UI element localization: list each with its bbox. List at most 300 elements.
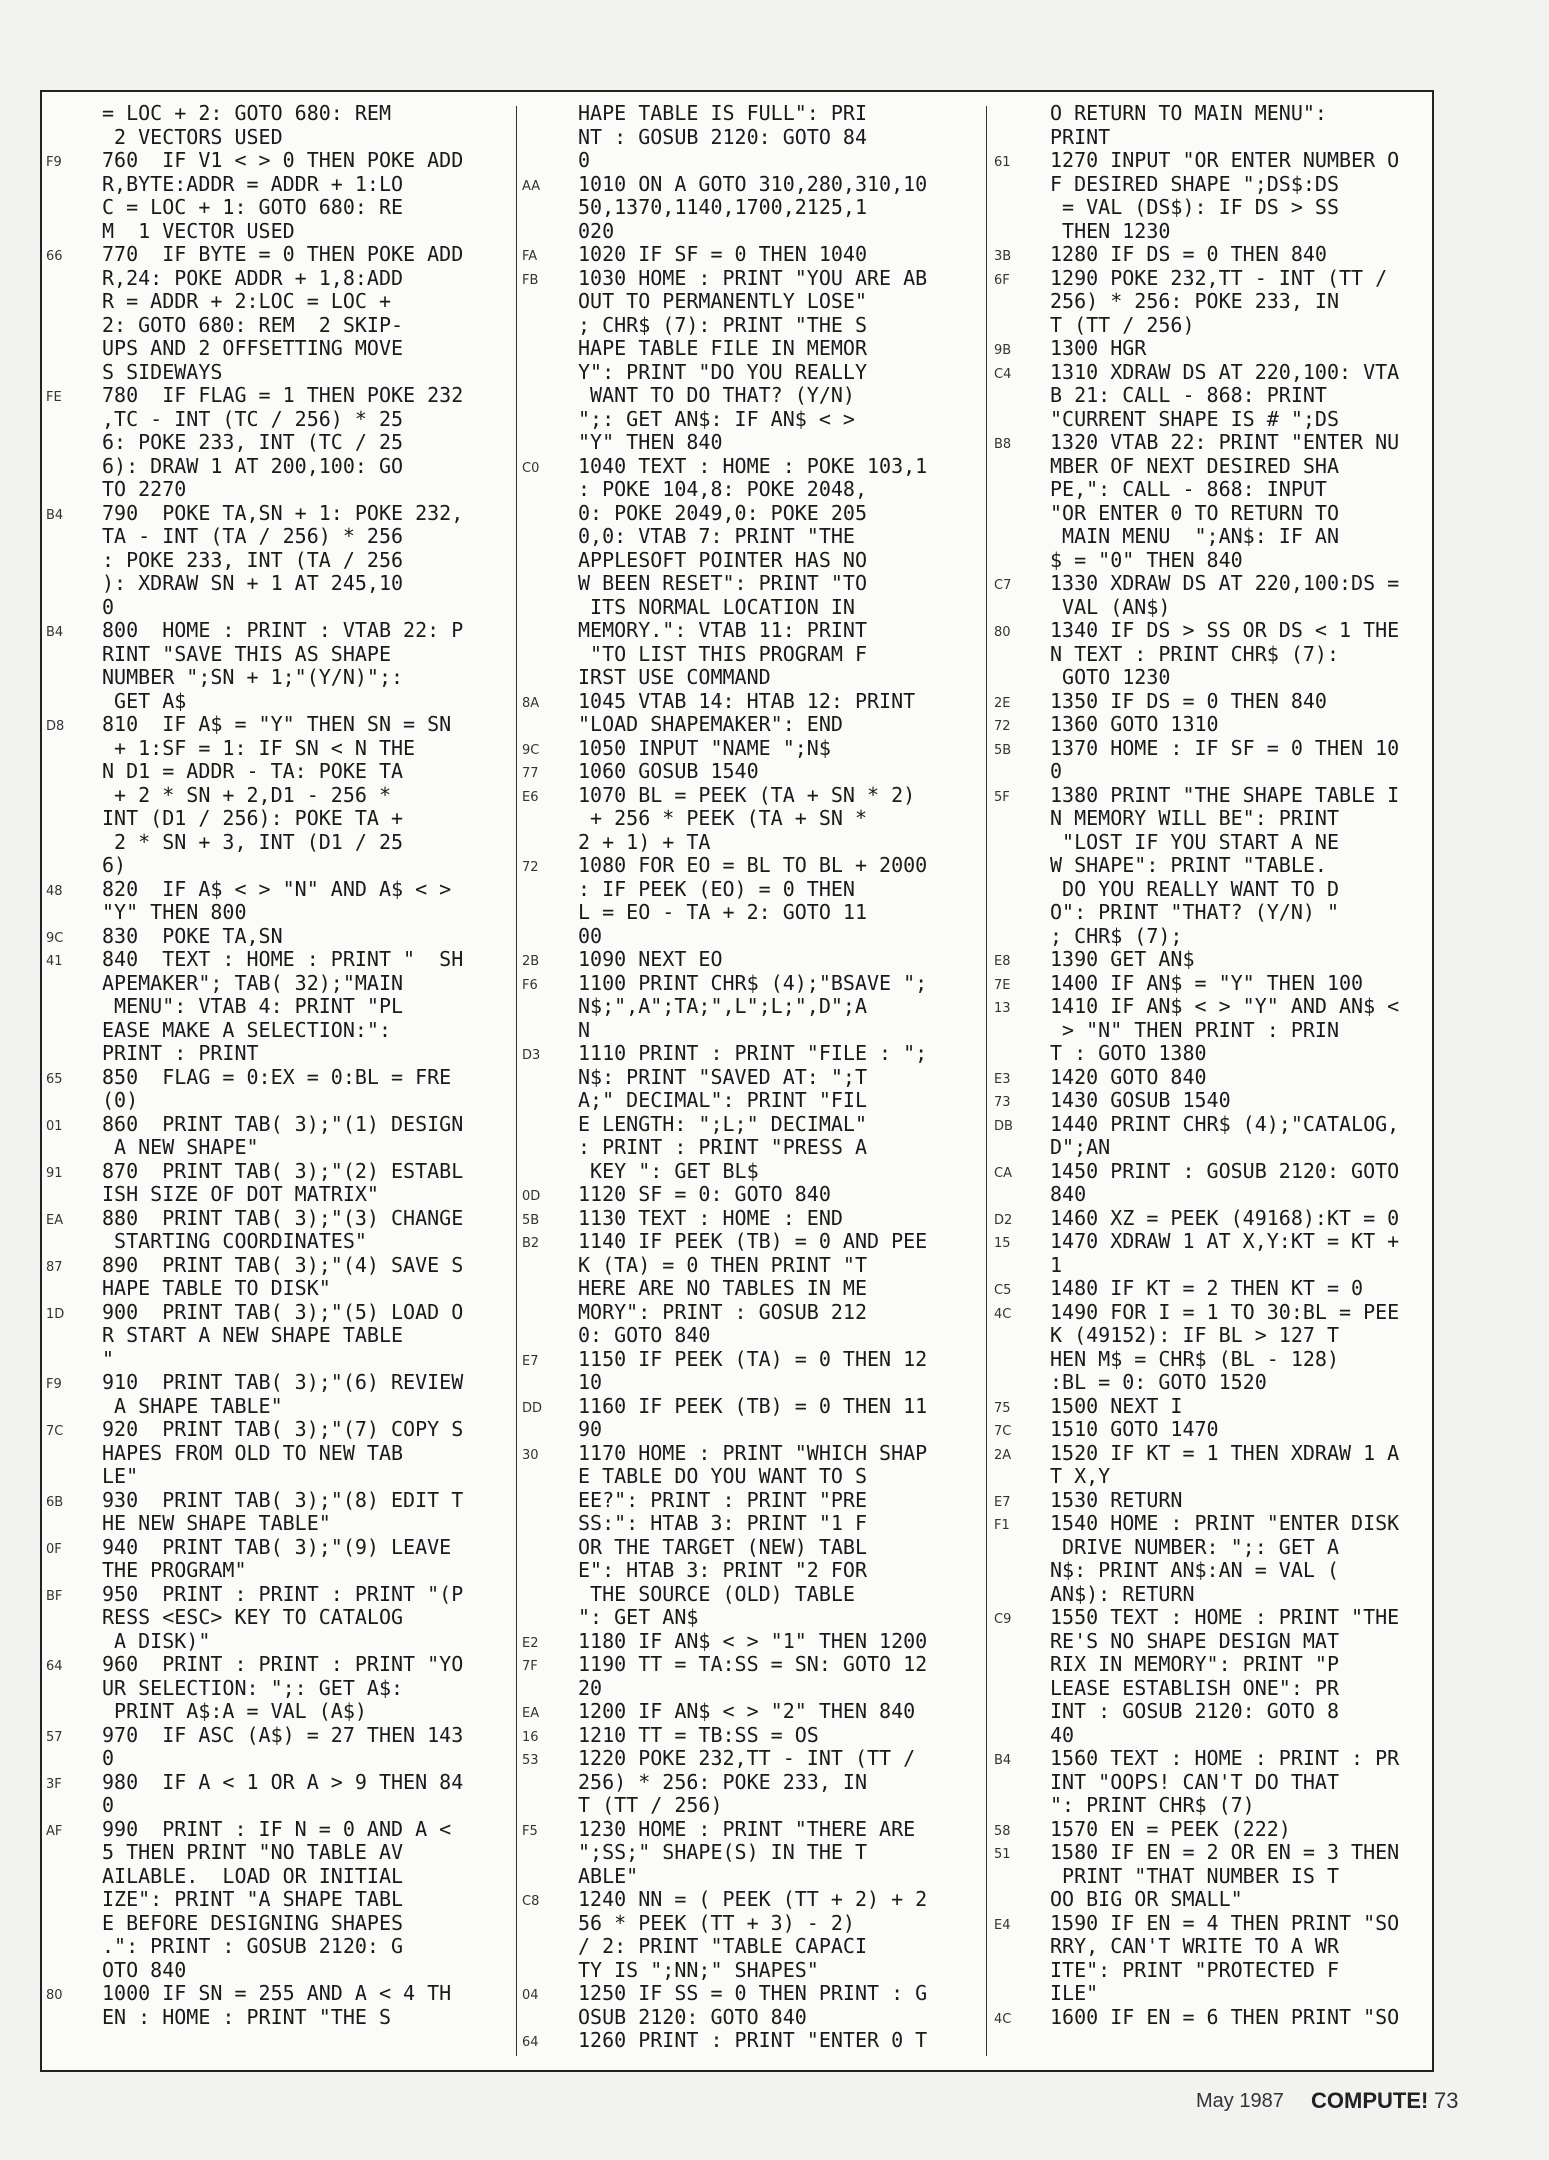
code-line [42,1794,512,1818]
code-text: 1460 XZ = PEEK (49168):KT = 0 [1050,1205,1400,1230]
code-text: 1100 PRINT CHR$ (4);"BSAVE "; [578,970,928,995]
code-line [518,1418,984,1442]
code-text: 1410 IF AN$ < > "Y" AND AN$ < [1050,994,1400,1018]
code-line [42,878,512,902]
code-line [518,455,984,479]
code-text: 40 [1050,1722,1075,1747]
code-text: 1450 PRINT : GOSUB 2120: GOTO [1050,1158,1400,1183]
code-line [42,549,512,573]
checksum: AA [522,178,541,194]
code-line [518,1559,984,1583]
code-line [518,2029,984,2053]
program-listing [40,90,1434,2072]
code-line [42,290,512,314]
code-text: 960 PRINT : PRINT : PRINT "YO [102,1652,464,1676]
code-text: PRINT : PRINT [102,1041,259,1065]
checksum: 8A [522,695,540,711]
code-line [518,173,984,197]
code-text: T (TT / 256) [578,1793,723,1817]
code-line [990,196,1434,220]
code-text: APEMAKER"; TAB( 32);"MAIN [102,970,404,995]
code-text: 1120 SF = 0: GOTO 840 [578,1182,831,1206]
checksum: C9 [994,1612,1012,1627]
code-line [42,502,512,526]
code-text: RE'S NO SHAPE DESIGN MAT [1050,1628,1339,1653]
code-text: $ = "0" THEN 840 [1050,547,1243,572]
code-line [42,102,512,126]
code-text: HAPE TABLE IS FULL": PRI [578,102,867,125]
code-line [42,1254,512,1278]
checksum: C0 [522,460,540,476]
code-line [42,1771,512,1795]
code-text: EASE MAKE A SELECTION:": [102,1017,391,1042]
checksum: E3 [994,1071,1011,1087]
code-text: OUT TO PERMANENTLY LOSE" [578,289,867,313]
checksum: 30 [522,1447,539,1463]
code-text: 1090 NEXT EO [578,947,723,971]
code-line [42,1747,512,1771]
code-text: 1470 XDRAW 1 AT X,Y:KT = KT + [1050,1229,1400,1253]
code-line [42,690,512,714]
checksum: E6 [522,789,539,805]
code-text: ITE": PRINT "PROTECTED F [1050,1957,1339,1982]
code-text: OTO 840 [102,1957,187,1982]
checksum: 4C [994,1306,1012,1322]
checksum: 57 [46,1729,63,1745]
code-line [518,290,984,314]
code-line [518,478,984,502]
code-text: 1340 IF DS > SS OR DS < 1 THE [1050,618,1400,642]
code-text: 1040 TEXT : HOME : POKE 103,1 [578,453,928,478]
code-line [42,1301,512,1325]
code-line [990,1465,1434,1489]
code-text: 870 PRINT TAB( 3);"(2) ESTABL [102,1158,464,1183]
code-line [42,1888,512,1912]
code-text: 1160 IF PEEK (TB) = 0 THEN 11 [578,1393,928,1418]
code-line [42,1442,512,1466]
code-line [990,1230,1434,1254]
code-text: GET A$ [102,688,187,713]
code-text: 1510 GOTO 1470 [1050,1417,1219,1441]
checksum: C4 [994,366,1012,382]
code-text: 1180 IF AN$ < > "1" THEN 1200 [578,1628,928,1653]
code-text: 0 [578,148,591,172]
code-line [42,831,512,855]
code-text: ITS NORMAL LOCATION IN [578,594,855,619]
code-line [518,1160,984,1184]
code-line [990,1818,1434,1842]
checksum: DD [522,1400,543,1416]
code-line [42,1912,512,1936]
code-text: ";SS;" SHAPE(S) IN THE T [578,1840,867,1864]
code-text: W BEEN RESET": PRINT "TO [578,571,867,595]
code-line [990,408,1434,432]
code-text: 0 [102,1793,115,1817]
checksum: F6 [522,977,538,993]
checksum: 04 [522,1988,539,2003]
checksum: 73 [994,1095,1011,1110]
code-line [518,1207,984,1231]
code-line [990,760,1434,784]
code-line [518,1042,984,1066]
code-text: 50,1370,1140,1700,2125,1 [578,195,867,219]
code-text: B 21: CALL - 868: PRINT [1050,383,1327,407]
checksum: F5 [522,1823,538,1839]
code-text: RESS <ESC> KEY TO CATALOG [102,1605,404,1629]
code-line [42,854,512,878]
code-text: T : GOTO 1380 [1050,1041,1207,1065]
code-text: 820 IF A$ < > "N" AND A$ < > [102,876,452,901]
code-line [518,807,984,831]
code-text: 980 IF A < 1 OR A > 9 THEN 84 [102,1769,464,1794]
checksum: 61 [994,155,1011,170]
code-line [518,1841,984,1865]
checksum: F9 [46,1377,62,1392]
code-text: AILABLE. LOAD OR INITIAL [102,1863,404,1888]
code-text: 1360 GOTO 1310 [1050,712,1219,736]
code-line [990,737,1434,761]
code-line [518,854,984,878]
code-text: NT : GOSUB 2120: GOTO 84 [578,124,867,149]
code-line [518,713,984,737]
code-line [990,1771,1434,1795]
checksum: CA [994,1165,1012,1181]
code-text: A NEW SHAPE" [102,1135,259,1159]
code-line [518,1230,984,1254]
code-text: KEY ": GET BL$ [578,1158,759,1183]
code-line [518,126,984,150]
code-text: 940 PRINT TAB( 3);"(9) LEAVE [102,1534,452,1559]
code-text: 1270 INPUT "OR ENTER NUMBER O [1050,148,1400,172]
code-text: 6: POKE 233, INT (TC / 25 [102,430,404,454]
code-text: 900 PRINT TAB( 3);"(5) LOAD O [102,1299,464,1324]
code-text: UR SELECTION: ";: GET A$: [102,1675,404,1700]
code-line [990,1583,1434,1607]
code-line [990,1183,1434,1207]
code-line [518,149,984,173]
code-line [42,925,512,949]
code-line [990,1042,1434,1066]
code-line [990,1724,1434,1748]
checksum: EA [46,1212,64,1228]
code-text: : POKE 233, INT (TA / 256 [102,547,404,572]
code-text: 990 PRINT : IF N = 0 AND A < [102,1816,452,1841]
checksum: FA [522,249,538,264]
code-text: 2 VECTORS USED [102,124,283,149]
code-text: HAPES FROM OLD TO NEW TAB [102,1440,404,1465]
code-text: 1170 HOME : PRINT "WHICH SHAP [578,1440,928,1465]
checksum: B4 [46,625,64,640]
code-line [990,337,1434,361]
code-line [42,1089,512,1113]
code-line [518,1512,984,1536]
code-line [518,243,984,267]
code-line [990,1301,1434,1325]
code-text: M 1 VECTOR USED [102,218,295,243]
code-line [42,1935,512,1959]
code-text: (0) [102,1088,139,1112]
checksum: 80 [46,1988,63,2003]
code-text: 6) [102,853,127,877]
code-text: TO 2270 [102,477,187,501]
code-line [42,1066,512,1090]
checksum: 7E [994,977,1011,993]
checksum: 9C [522,742,540,758]
checksum: 2A [994,1447,1012,1463]
code-text: 850 FLAG = 0:EX = 0:BL = FRE [102,1064,452,1089]
code-text: 1390 GET AN$ [1050,947,1195,971]
code-line [990,1418,1434,1442]
code-line [518,102,984,126]
code-text: 1420 GOTO 840 [1050,1064,1207,1089]
checksum: 87 [46,1259,63,1275]
code-line [518,1865,984,1889]
code-text: ): XDRAW SN + 1 AT 245,10 [102,571,404,595]
code-text: 1400 IF AN$ = "Y" THEN 100 [1050,970,1364,995]
listing-column-2 [518,102,984,2057]
code-text: 810 IF A$ = "Y" THEN SN = SN [102,712,452,736]
code-line [990,1089,1434,1113]
checksum: B4 [994,1753,1012,1768]
code-line [518,314,984,338]
code-text: "TO LIST THIS PROGRAM F [578,641,867,666]
code-text: O RETURN TO MAIN MENU": [1050,102,1327,125]
code-line [42,314,512,338]
code-text: 1380 PRINT "THE SHAPE TABLE I [1050,782,1400,807]
code-text: R,24: POKE ADDR + 1,8:ADD [102,265,404,290]
code-text: 1530 RETURN [1050,1487,1183,1512]
code-text: : PRINT : PRINT "PRESS A [578,1135,867,1159]
code-line [518,267,984,291]
code-line [518,690,984,714]
code-line [990,1747,1434,1771]
checksum: C5 [994,1283,1012,1298]
code-line [518,643,984,667]
code-line [990,1254,1434,1278]
code-line [990,1559,1434,1583]
code-line [990,361,1434,385]
code-line [42,1982,512,2006]
code-line [518,1136,984,1160]
code-text: T (TT / 256) [1050,312,1195,337]
code-line [42,1583,512,1607]
code-line [518,1348,984,1372]
code-line [990,1536,1434,1560]
code-line [42,1230,512,1254]
code-text: 1130 TEXT : HOME : END [578,1205,843,1230]
checksum: E7 [522,1353,539,1369]
code-text: " [102,1346,115,1371]
code-text: THE SOURCE (OLD) TABLE [578,1581,855,1606]
code-text: 2: GOTO 680: REM 2 SKIP- [102,312,404,337]
code-line [42,1348,512,1372]
code-text: D";AN [1050,1135,1111,1159]
checksum: 72 [522,860,539,875]
code-text: Y": PRINT "DO YOU REALLY [578,359,867,384]
code-line [518,784,984,808]
code-line [42,1724,512,1748]
code-text: HEN M$ = CHR$ (BL - 128) [1050,1346,1339,1371]
code-line [42,1019,512,1043]
checksum: 9C [46,930,64,946]
code-line [518,196,984,220]
code-text: K (TA) = 0 THEN PRINT "T [578,1252,867,1277]
code-line [42,408,512,432]
code-text: T X,Y [1050,1464,1111,1488]
code-line [42,431,512,455]
code-line [518,901,984,925]
magazine-name: COMPUTE! [1311,2088,1429,2113]
code-text: 2 * SN + 3, INT (D1 / 25 [102,829,404,854]
code-text: 1580 IF EN = 2 OR EN = 3 THEN [1050,1840,1400,1864]
code-line [990,314,1434,338]
issue-date: May 1987 [1196,2090,1284,2112]
checksum: 58 [994,1823,1011,1839]
code-line [42,784,512,808]
column-divider [516,106,517,2056]
code-text: 1570 EN = PEEK (222) [1050,1816,1291,1841]
code-text: / 2: PRINT "TABLE CAPACI [578,1934,867,1958]
code-text: 1520 IF KT = 1 THEN XDRAW 1 A [1050,1440,1400,1465]
code-line [518,1771,984,1795]
code-line [42,1700,512,1724]
code-line [990,1888,1434,1912]
code-text: E BEFORE DESIGNING SHAPES [102,1910,404,1935]
code-line [990,1959,1434,1983]
code-line [990,690,1434,714]
code-text: 1300 HGR [1050,336,1147,360]
code-text: 1010 ON A GOTO 310,280,310,10 [578,171,928,196]
code-text: MBER OF NEXT DESIRED SHA [1050,453,1339,478]
code-text: S SIDEWAYS [102,359,223,384]
code-text: HE NEW SHAPE TABLE" [102,1511,331,1535]
code-text: RINT "SAVE THIS AS SHAPE [102,641,391,666]
code-text: 1500 NEXT I [1050,1393,1183,1418]
code-text: 5 THEN PRINT "NO TABLE AV [102,1840,404,1864]
code-line [42,596,512,620]
code-line [518,220,984,244]
code-line [990,267,1434,291]
code-text: 1230 HOME : PRINT "THERE ARE [578,1816,916,1841]
code-text: EE?": PRINT : PRINT "PRE [578,1487,867,1512]
checksum: D3 [522,1048,541,1063]
code-line [990,1324,1434,1348]
code-text: WANT TO DO THAT? (Y/N) [578,383,855,407]
code-text: 1045 VTAB 14: HTAB 12: PRINT [578,688,916,713]
code-text: 1350 IF DS = 0 THEN 840 [1050,688,1327,713]
checksum: 01 [46,1118,63,1134]
code-line [518,1442,984,1466]
code-line [518,408,984,432]
code-line [518,1113,984,1137]
code-line [42,267,512,291]
code-line [518,1324,984,1348]
code-line [42,1559,512,1583]
code-line [990,1348,1434,1372]
checksum: C7 [994,578,1012,593]
code-text: N D1 = ADDR - TA: POKE TA [102,759,404,783]
code-line [518,1277,984,1301]
code-line [990,1982,1434,2006]
code-text: 970 IF ASC (A$) = 27 THEN 143 [102,1722,464,1747]
checksum: 75 [994,1400,1011,1416]
column-divider [986,106,987,2056]
code-text: APPLESOFT POINTER HAS NO [578,547,867,572]
code-line [518,1959,984,1983]
code-line [990,173,1434,197]
code-text: 760 IF V1 < > 0 THEN POKE ADD [102,148,464,172]
code-text: DRIVE NUMBER: ";: GET A [1050,1534,1339,1559]
code-text: 1080 FOR EO = BL TO BL + 2000 [578,853,928,877]
code-line [42,972,512,996]
code-line [42,1677,512,1701]
code-line [990,854,1434,878]
checksum: 80 [994,625,1011,640]
code-line [990,502,1434,526]
code-line [990,572,1434,596]
code-text: O": PRINT "THAT? (Y/N) " [1050,900,1339,924]
page-number: 73 [1434,2088,1459,2113]
code-line [518,1794,984,1818]
code-text: 20 [578,1675,603,1700]
code-text: 1210 TT = TB:SS = OS [578,1722,819,1747]
code-line [518,361,984,385]
code-line [42,666,512,690]
code-line [518,1630,984,1654]
code-line [518,925,984,949]
code-line [42,1160,512,1184]
code-text: ": PRINT CHR$ (7) [1050,1793,1255,1817]
code-line [990,1630,1434,1654]
code-line [42,196,512,220]
code-text: N$: PRINT "SAVED AT: ";T [578,1064,867,1089]
code-line [518,1888,984,1912]
code-line [518,1089,984,1113]
code-text: "OR ENTER 0 TO RETURN TO [1050,500,1339,525]
code-line [990,972,1434,996]
code-line [42,619,512,643]
code-text: :BL = 0: GOTO 1520 [1050,1370,1267,1394]
checksum: 48 [46,883,63,899]
code-line [42,1042,512,1066]
code-line [518,1371,984,1395]
code-text: OR THE TARGET (NEW) TABL [578,1534,867,1559]
code-text: SS:": HTAB 3: PRINT "1 F [578,1511,867,1535]
code-text: A;" DECIMAL": PRINT "FIL [578,1088,867,1112]
code-line [990,478,1434,502]
code-line [990,643,1434,667]
code-line [990,455,1434,479]
code-line [990,925,1434,949]
code-line [518,619,984,643]
code-text: 880 PRINT TAB( 3);"(3) CHANGE [102,1205,464,1230]
code-text: 1070 BL = PEEK (TA + SN * 2) [578,782,916,807]
code-line [518,1465,984,1489]
code-line [42,525,512,549]
code-line [518,1301,984,1325]
code-text: 1260 PRINT : PRINT "ENTER 0 T [578,2028,928,2052]
code-line [518,1583,984,1607]
checksum: 0D [522,1189,541,1204]
code-text: 1490 FOR I = 1 TO 30:BL = PEE [1050,1299,1400,1324]
code-text: INT "OOPS! CAN'T DO THAT [1050,1769,1339,1794]
code-line [42,173,512,197]
code-text: 1000 IF SN = 255 AND A < 4 TH [102,1981,452,2005]
code-text: 0: GOTO 840 [578,1323,711,1347]
checksum: 0F [46,1541,62,1557]
code-text: MORY": PRINT : GOSUB 212 [578,1299,867,1324]
code-line [42,1959,512,1983]
